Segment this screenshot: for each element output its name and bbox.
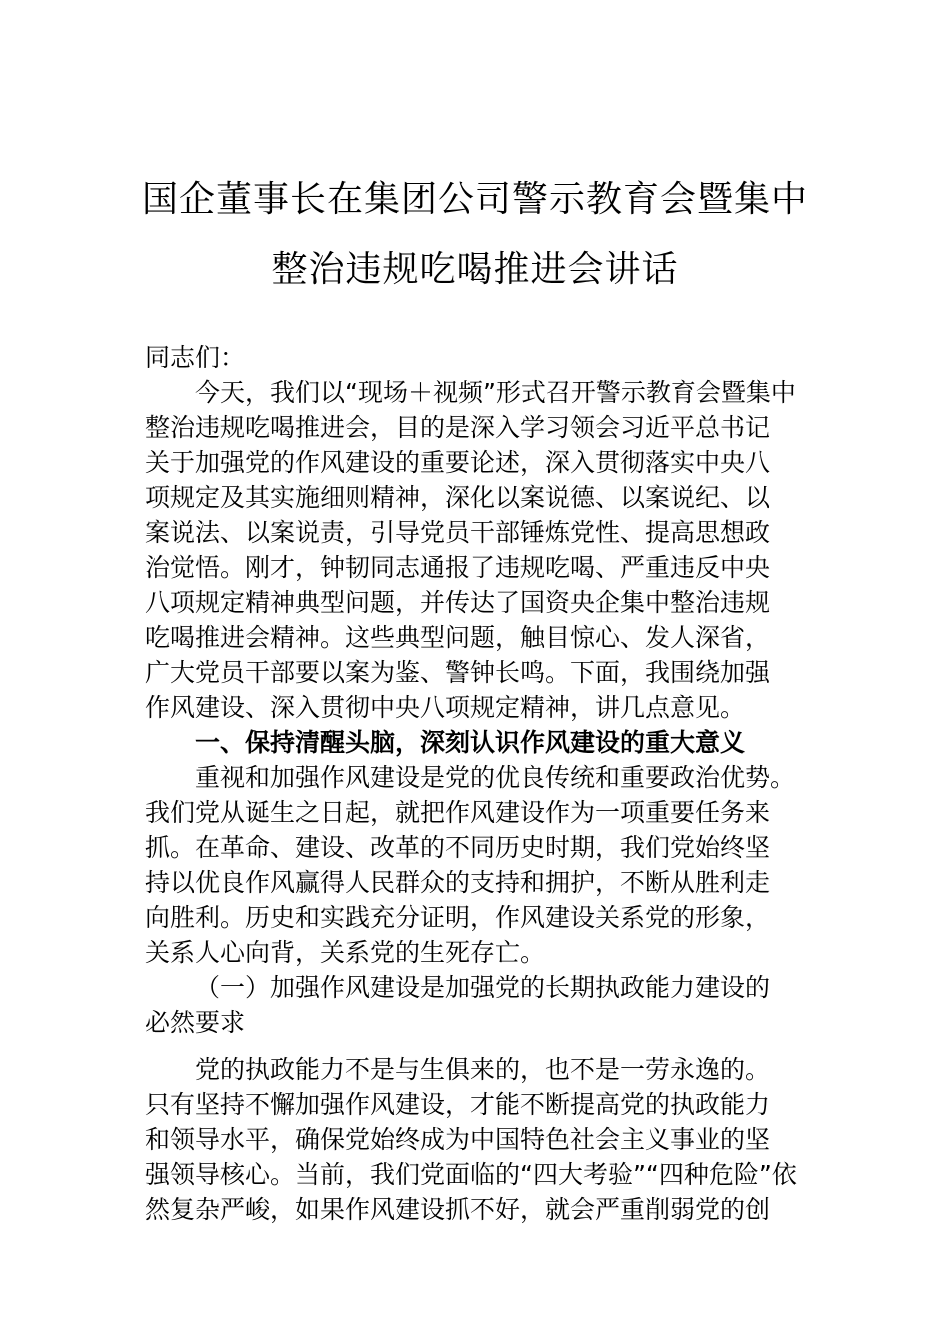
text-line: 持以优良作风赢得人民群众的支持和拥护，不断从胜利走 bbox=[145, 868, 771, 897]
salutation: 同志们： bbox=[145, 343, 246, 372]
text-line: 必然要求 bbox=[145, 1008, 246, 1037]
text-line: 向胜利。历史和实践充分证明，作风建设关系党的形象， bbox=[145, 903, 771, 932]
text-line: 作风建设、深入贯彻中央八项规定精神，讲几点意见。 bbox=[145, 693, 746, 722]
text-line: 项规定及其实施细则精神，深化以案说德、以案说纪、以 bbox=[145, 483, 771, 512]
text-line: 治觉悟。刚才，钟韧同志通报了违规吃喝、严重违反中央 bbox=[145, 553, 771, 582]
section-1-heading: 一、保持清醒头脑，深刻认识作风建设的重大意义 bbox=[195, 728, 746, 757]
text-line: 和领导水平，确保党始终成为中国特色社会主义事业的坚 bbox=[145, 1125, 771, 1154]
section-1-paragraph bbox=[145, 760, 825, 970]
text-line: 关系人心向背，关系党的生死存亡。 bbox=[145, 938, 546, 967]
subsection-1-paragraph bbox=[145, 1052, 825, 1227]
text-line: 今天，我们以“现场＋视频”形式召开警示教育会暨集中 bbox=[195, 378, 796, 407]
text-line: 八项规定精神典型问题，并传达了国资央企集中整治违规 bbox=[145, 588, 771, 617]
text-line: 重视和加强作风建设是党的优良传统和重要政治优势。 bbox=[195, 763, 796, 792]
text-line: 吃喝推进会精神。这些典型问题，触目惊心、发人深省， bbox=[145, 623, 771, 652]
text-line: （一）加强作风建设是加强党的长期执政能力建设的 bbox=[195, 973, 771, 1002]
text-line: 抓。在革命、建设、改革的不同历史时期，我们党始终坚 bbox=[145, 833, 771, 862]
intro-paragraph bbox=[145, 375, 825, 725]
text-line: 然复杂严峻，如果作风建设抓不好，就会严重削弱党的创 bbox=[145, 1195, 771, 1224]
text-line: 整治违规吃喝推进会，目的是深入学习领会习近平总书记 bbox=[145, 413, 771, 442]
text-line: 案说法、以案说责，引导党员干部锤炼党性、提高思想政 bbox=[145, 518, 771, 547]
text-line: 党的执政能力不是与生俱来的，也不是一劳永逸的。 bbox=[195, 1055, 771, 1084]
document-title-line-2: 整治违规吃喝推进会讲话 bbox=[271, 249, 679, 290]
text-line: 我们党从诞生之日起，就把作风建设作为一项重要任务来 bbox=[145, 798, 771, 827]
subsection-1-heading bbox=[145, 970, 825, 1040]
text-line: 广大党员干部要以案为鉴、警钟长鸣。下面，我围绕加强 bbox=[145, 658, 771, 687]
text-line: 强领导核心。当前，我们党面临的“四大考验”“四种危险”依 bbox=[145, 1160, 797, 1189]
document-title-line-1: 国企董事长在集团公司警示教育会暨集中 bbox=[141, 179, 808, 220]
paragraph-gap bbox=[145, 1040, 825, 1052]
text-line: 只有坚持不懈加强作风建设，才能不断提高党的执政能力 bbox=[145, 1090, 771, 1119]
text-line: 关于加强党的作风建设的重要论述，深入贯彻落实中央八 bbox=[145, 448, 771, 477]
document-body bbox=[145, 340, 825, 1227]
